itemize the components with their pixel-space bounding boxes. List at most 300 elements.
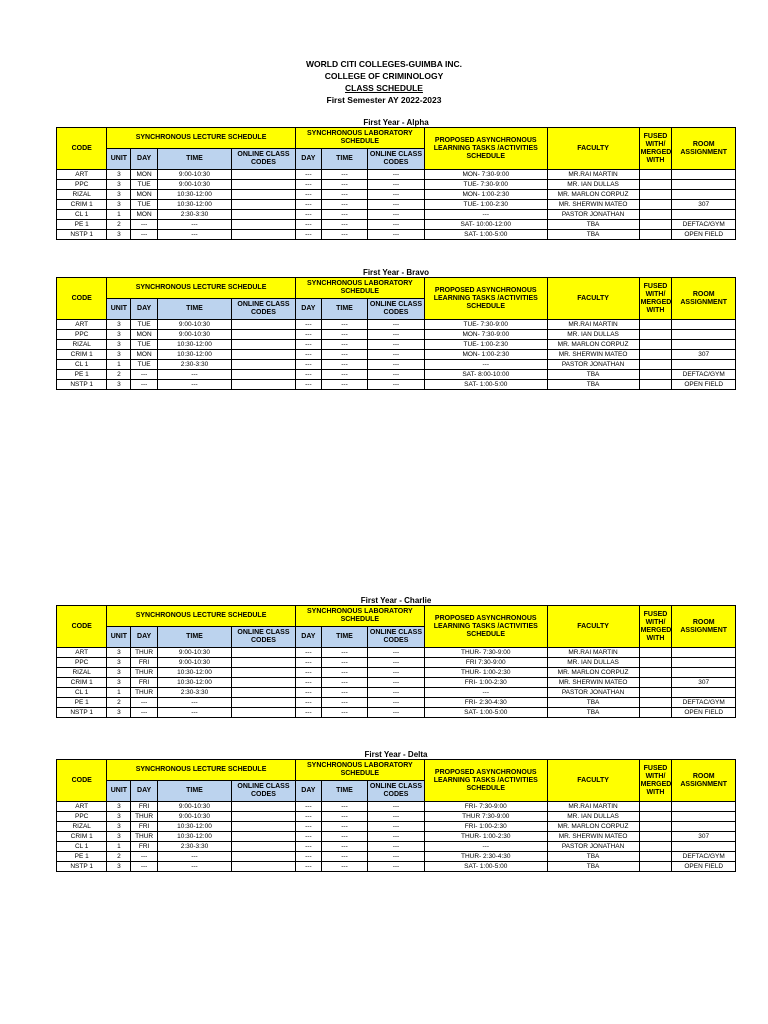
header-code: CODE (57, 278, 107, 320)
cell-room: DEFTAC/GYM (672, 220, 736, 230)
cell-lab-day: --- (295, 190, 321, 200)
cell-code: ART (57, 802, 107, 812)
cell-faculty: MR. IAN DULLAS (547, 180, 639, 190)
cell-lab-online: --- (367, 180, 424, 190)
cell-time: 9:00-10:30 (157, 802, 231, 812)
cell-room (672, 648, 736, 658)
cell-faculty: MR.RAI MARTIN (547, 170, 639, 180)
cell-code: PE 1 (57, 370, 107, 380)
cell-unit: 2 (107, 220, 131, 230)
cell-day: THUR (131, 668, 157, 678)
cell-async: MON- 1:00-2:30 (424, 350, 547, 360)
cell-lab-time: --- (322, 360, 368, 370)
cell-fused (639, 862, 672, 872)
cell-async: TUE- 7:30-9:00 (424, 180, 547, 190)
cell-lab-online: --- (367, 668, 424, 678)
cell-unit: 3 (107, 180, 131, 190)
table-row (57, 832, 736, 842)
cell-async: MON- 7:30-9:00 (424, 170, 547, 180)
cell-day: --- (131, 708, 157, 718)
cell-fused (639, 200, 672, 210)
header-async: PROPOSED ASYNCHRONOUS LEARNING TASKS /ACTIVITIES SCHEDULE (424, 760, 547, 802)
header-room: ROOM ASSIGNMENT (672, 278, 736, 320)
cell-unit: 1 (107, 842, 131, 852)
cell-lab-day: --- (295, 832, 321, 842)
schedule-section (56, 118, 736, 240)
table-row (57, 180, 736, 190)
cell-lab-time: --- (322, 802, 368, 812)
cell-async: MON- 1:00-2:30 (424, 190, 547, 200)
cell-day: MON (131, 170, 157, 180)
cell-room (672, 190, 736, 200)
header-sync-lab: SYNCHRONOUS LABORATORY SCHEDULE (295, 760, 424, 781)
cell-lab-day: --- (295, 220, 321, 230)
cell-time: 2:30-3:30 (157, 842, 231, 852)
cell-code: RIZAL (57, 340, 107, 350)
cell-online (232, 220, 296, 230)
section-title: First Year - Charlie (360, 596, 432, 605)
cell-faculty: MR. MARLON CORPUZ (547, 190, 639, 200)
cell-unit: 1 (107, 688, 131, 698)
schedule-table (56, 759, 736, 872)
cell-online (232, 360, 296, 370)
table-row (57, 330, 736, 340)
cell-lab-online: --- (367, 370, 424, 380)
header-lab-online-codes: ONLINE CLASS CODES (367, 781, 424, 802)
cell-faculty: MR. IAN DULLAS (547, 658, 639, 668)
header-online-codes: ONLINE CLASS CODES (232, 299, 296, 320)
school-name: WORLD CITI COLLEGES-GUIMBA INC. (306, 59, 462, 69)
cell-unit: 3 (107, 320, 131, 330)
table-row (57, 340, 736, 350)
cell-lab-day: --- (295, 678, 321, 688)
cell-fused (639, 852, 672, 862)
cell-faculty: PASTOR JONATHAN (547, 360, 639, 370)
cell-lab-time: --- (322, 698, 368, 708)
cell-time: --- (157, 230, 231, 240)
cell-day: --- (131, 370, 157, 380)
cell-unit: 3 (107, 862, 131, 872)
table-row (57, 370, 736, 380)
cell-lab-online: --- (367, 220, 424, 230)
cell-faculty: MR. SHERWIN MATEO (547, 350, 639, 360)
cell-unit: 3 (107, 822, 131, 832)
cell-room: 307 (672, 350, 736, 360)
cell-code: CRIM 1 (57, 678, 107, 688)
cell-time: 10:30-12:00 (157, 678, 231, 688)
cell-time: 10:30-12:00 (157, 190, 231, 200)
cell-unit: 3 (107, 678, 131, 688)
cell-lab-online: --- (367, 842, 424, 852)
table-row (57, 648, 736, 658)
cell-faculty: TBA (547, 698, 639, 708)
header-faculty: FACULTY (547, 278, 639, 320)
cell-lab-day: --- (295, 862, 321, 872)
cell-fused (639, 220, 672, 230)
cell-room (672, 340, 736, 350)
cell-code: ART (57, 170, 107, 180)
table-row (57, 698, 736, 708)
cell-room (672, 320, 736, 330)
cell-lab-online: --- (367, 708, 424, 718)
cell-lab-online: --- (367, 200, 424, 210)
cell-unit: 3 (107, 330, 131, 340)
cell-async: THUR- 1:00-2:30 (424, 668, 547, 678)
cell-code: NSTP 1 (57, 380, 107, 390)
cell-async: --- (424, 360, 547, 370)
cell-lab-online: --- (367, 340, 424, 350)
header-day: DAY (131, 149, 157, 170)
table-row (57, 220, 736, 230)
cell-faculty: TBA (547, 380, 639, 390)
cell-unit: 2 (107, 698, 131, 708)
cell-day: MON (131, 330, 157, 340)
cell-online (232, 350, 296, 360)
header-lab-time: TIME (322, 627, 368, 648)
cell-time: --- (157, 370, 231, 380)
header-room: ROOM ASSIGNMENT (672, 760, 736, 802)
cell-code: PPC (57, 180, 107, 190)
cell-unit: 3 (107, 380, 131, 390)
cell-time: 9:00-10:30 (157, 320, 231, 330)
cell-async: SAT- 1:00-5:00 (424, 380, 547, 390)
cell-online (232, 230, 296, 240)
cell-async: SAT- 1:00-5:00 (424, 708, 547, 718)
cell-lab-online: --- (367, 320, 424, 330)
cell-room (672, 210, 736, 220)
cell-lab-online: --- (367, 688, 424, 698)
header-day: DAY (131, 781, 157, 802)
cell-lab-time: --- (322, 340, 368, 350)
schedule-section (56, 268, 736, 390)
cell-fused (639, 180, 672, 190)
cell-lab-time: --- (322, 812, 368, 822)
table-row (57, 668, 736, 678)
cell-fused (639, 822, 672, 832)
cell-time: 9:00-10:30 (157, 180, 231, 190)
header-faculty: FACULTY (547, 128, 639, 170)
cell-online (232, 852, 296, 862)
cell-online (232, 658, 296, 668)
cell-time: 2:30-3:30 (157, 210, 231, 220)
section-title: First Year - Alpha (363, 118, 429, 127)
header-lab-time: TIME (322, 149, 368, 170)
schedule-table (56, 605, 736, 718)
header-sync-lab: SYNCHRONOUS LABORATORY SCHEDULE (295, 128, 424, 149)
header-room: ROOM ASSIGNMENT (672, 606, 736, 648)
cell-lab-online: --- (367, 698, 424, 708)
cell-fused (639, 360, 672, 370)
header-lab-day: DAY (295, 149, 321, 170)
cell-time: 2:30-3:30 (157, 360, 231, 370)
cell-lab-day: --- (295, 230, 321, 240)
cell-fused (639, 190, 672, 200)
cell-lab-day: --- (295, 210, 321, 220)
cell-day: MON (131, 350, 157, 360)
cell-online (232, 330, 296, 340)
cell-lab-time: --- (322, 170, 368, 180)
cell-day: FRI (131, 678, 157, 688)
cell-lab-day: --- (295, 708, 321, 718)
cell-unit: 3 (107, 832, 131, 842)
cell-lab-day: --- (295, 340, 321, 350)
cell-lab-day: --- (295, 170, 321, 180)
cell-day: MON (131, 190, 157, 200)
cell-faculty: MR. SHERWIN MATEO (547, 832, 639, 842)
cell-code: PPC (57, 812, 107, 822)
cell-faculty: MR. MARLON CORPUZ (547, 668, 639, 678)
cell-room (672, 330, 736, 340)
cell-lab-day: --- (295, 802, 321, 812)
cell-online (232, 380, 296, 390)
cell-online (232, 170, 296, 180)
cell-code: RIZAL (57, 668, 107, 678)
header-lab-day: DAY (295, 299, 321, 320)
header-async: PROPOSED ASYNCHRONOUS LEARNING TASKS /ACTIVITIES SCHEDULE (424, 278, 547, 320)
header-sync-lecture: SYNCHRONOUS LECTURE SCHEDULE (107, 760, 295, 781)
header-online-codes: ONLINE CLASS CODES (232, 627, 296, 648)
cell-async: TUE- 1:00-2:30 (424, 200, 547, 210)
cell-time: 10:30-12:00 (157, 832, 231, 842)
cell-code: NSTP 1 (57, 862, 107, 872)
cell-lab-day: --- (295, 330, 321, 340)
cell-lab-time: --- (322, 200, 368, 210)
header-unit: UNIT (107, 149, 131, 170)
cell-online (232, 370, 296, 380)
header-lab-online-codes: ONLINE CLASS CODES (367, 299, 424, 320)
cell-lab-time: --- (322, 668, 368, 678)
cell-faculty: MR. SHERWIN MATEO (547, 678, 639, 688)
header-lab-online-codes: ONLINE CLASS CODES (367, 149, 424, 170)
cell-fused (639, 842, 672, 852)
cell-lab-day: --- (295, 360, 321, 370)
cell-room: 307 (672, 832, 736, 842)
cell-code: NSTP 1 (57, 708, 107, 718)
cell-async: TUE- 1:00-2:30 (424, 340, 547, 350)
cell-code: PE 1 (57, 852, 107, 862)
cell-online (232, 340, 296, 350)
schedule-section (56, 750, 736, 872)
cell-lab-time: --- (322, 220, 368, 230)
cell-online (232, 200, 296, 210)
cell-async: FRI- 1:00-2:30 (424, 822, 547, 832)
section-title: First Year - Bravo (362, 268, 430, 277)
cell-fused (639, 350, 672, 360)
cell-faculty: TBA (547, 862, 639, 872)
table-row (57, 852, 736, 862)
cell-room (672, 802, 736, 812)
cell-lab-day: --- (295, 648, 321, 658)
cell-faculty: MR. MARLON CORPUZ (547, 340, 639, 350)
cell-async: THUR- 7:30-9:00 (424, 648, 547, 658)
cell-async: THUR 7:30-9:00 (424, 812, 547, 822)
cell-faculty: MR. IAN DULLAS (547, 812, 639, 822)
cell-unit: 3 (107, 708, 131, 718)
cell-lab-day: --- (295, 658, 321, 668)
cell-day: TUE (131, 360, 157, 370)
header-faculty: FACULTY (547, 606, 639, 648)
cell-time: 10:30-12:00 (157, 350, 231, 360)
cell-room: DEFTAC/GYM (672, 370, 736, 380)
cell-code: CL 1 (57, 360, 107, 370)
cell-code: CL 1 (57, 842, 107, 852)
header-code: CODE (57, 606, 107, 648)
cell-async: THUR- 1:00-2:30 (424, 832, 547, 842)
header-sync-lab: SYNCHRONOUS LABORATORY SCHEDULE (295, 606, 424, 627)
cell-async: --- (424, 688, 547, 698)
cell-code: CRIM 1 (57, 200, 107, 210)
cell-day: TUE (131, 200, 157, 210)
cell-room: OPEN FIELD (672, 862, 736, 872)
table-row (57, 688, 736, 698)
cell-day: --- (131, 698, 157, 708)
cell-fused (639, 812, 672, 822)
cell-time: 10:30-12:00 (157, 200, 231, 210)
cell-lab-online: --- (367, 812, 424, 822)
cell-faculty: PASTOR JONATHAN (547, 842, 639, 852)
cell-lab-day: --- (295, 852, 321, 862)
cell-online (232, 668, 296, 678)
header-unit: UNIT (107, 781, 131, 802)
table-row (57, 170, 736, 180)
cell-lab-day: --- (295, 320, 321, 330)
cell-time: 10:30-12:00 (157, 822, 231, 832)
cell-room: OPEN FIELD (672, 230, 736, 240)
cell-code: CRIM 1 (57, 832, 107, 842)
cell-faculty: TBA (547, 852, 639, 862)
cell-lab-day: --- (295, 688, 321, 698)
cell-lab-day: --- (295, 822, 321, 832)
cell-fused (639, 668, 672, 678)
cell-lab-time: --- (322, 370, 368, 380)
cell-faculty: TBA (547, 220, 639, 230)
cell-lab-online: --- (367, 658, 424, 668)
header-unit: UNIT (107, 627, 131, 648)
cell-day: THUR (131, 688, 157, 698)
cell-fused (639, 708, 672, 718)
cell-fused (639, 170, 672, 180)
cell-fused (639, 688, 672, 698)
cell-code: CL 1 (57, 688, 107, 698)
cell-lab-online: --- (367, 862, 424, 872)
table-row (57, 210, 736, 220)
cell-lab-time: --- (322, 862, 368, 872)
header-lab-time: TIME (322, 781, 368, 802)
cell-lab-day: --- (295, 668, 321, 678)
cell-fused (639, 230, 672, 240)
cell-lab-time: --- (322, 852, 368, 862)
cell-online (232, 842, 296, 852)
cell-day: --- (131, 862, 157, 872)
cell-fused (639, 380, 672, 390)
cell-code: ART (57, 320, 107, 330)
header-online-codes: ONLINE CLASS CODES (232, 781, 296, 802)
header-time: TIME (157, 781, 231, 802)
header-fused: FUSED WITH/ MERGED WITH (639, 278, 672, 320)
cell-room (672, 658, 736, 668)
table-row (57, 708, 736, 718)
cell-async: FRI 7:30-9:00 (424, 658, 547, 668)
cell-lab-online: --- (367, 380, 424, 390)
cell-room (672, 842, 736, 852)
cell-unit: 3 (107, 648, 131, 658)
cell-async: SAT- 8:00-10:00 (424, 370, 547, 380)
cell-code: NSTP 1 (57, 230, 107, 240)
cell-day: FRI (131, 802, 157, 812)
header-lab-online-codes: ONLINE CLASS CODES (367, 627, 424, 648)
cell-code: ART (57, 648, 107, 658)
header-online-codes: ONLINE CLASS CODES (232, 149, 296, 170)
cell-time: 10:30-12:00 (157, 340, 231, 350)
cell-unit: 3 (107, 200, 131, 210)
cell-faculty: MR. IAN DULLAS (547, 330, 639, 340)
cell-lab-online: --- (367, 330, 424, 340)
cell-faculty: MR.RAI MARTIN (547, 320, 639, 330)
cell-time: --- (157, 852, 231, 862)
cell-async: FRI- 7:30-9:00 (424, 802, 547, 812)
header-sync-lecture: SYNCHRONOUS LECTURE SCHEDULE (107, 128, 295, 149)
cell-async: FRI- 2:30-4:30 (424, 698, 547, 708)
header-fused: FUSED WITH/ MERGED WITH (639, 128, 672, 170)
cell-room (672, 822, 736, 832)
cell-room: OPEN FIELD (672, 380, 736, 390)
cell-room (672, 170, 736, 180)
section-title: First Year - Delta (364, 750, 428, 759)
cell-faculty: TBA (547, 708, 639, 718)
cell-room: DEFTAC/GYM (672, 852, 736, 862)
cell-lab-day: --- (295, 812, 321, 822)
cell-lab-time: --- (322, 688, 368, 698)
cell-fused (639, 340, 672, 350)
cell-online (232, 862, 296, 872)
cell-online (232, 688, 296, 698)
table-row (57, 862, 736, 872)
cell-fused (639, 210, 672, 220)
cell-online (232, 210, 296, 220)
cell-fused (639, 832, 672, 842)
cell-lab-time: --- (322, 180, 368, 190)
cell-lab-online: --- (367, 350, 424, 360)
cell-lab-day: --- (295, 180, 321, 190)
semester-label: First Semester AY 2022-2023 (326, 95, 442, 105)
cell-fused (639, 658, 672, 668)
cell-faculty: MR.RAI MARTIN (547, 648, 639, 658)
cell-lab-online: --- (367, 170, 424, 180)
schedule-section (56, 596, 736, 718)
cell-lab-time: --- (322, 708, 368, 718)
cell-room: DEFTAC/GYM (672, 698, 736, 708)
header-day: DAY (131, 627, 157, 648)
header-faculty: FACULTY (547, 760, 639, 802)
header-async: PROPOSED ASYNCHRONOUS LEARNING TASKS /ACTIVITIES SCHEDULE (424, 606, 547, 648)
cell-online (232, 320, 296, 330)
cell-lab-time: --- (322, 230, 368, 240)
table-row (57, 658, 736, 668)
header-lab-day: DAY (295, 627, 321, 648)
document-title: CLASS SCHEDULE (345, 83, 423, 93)
cell-time: 2:30-3:30 (157, 688, 231, 698)
schedule-table (56, 127, 736, 240)
cell-lab-time: --- (322, 330, 368, 340)
cell-lab-online: --- (367, 832, 424, 842)
table-row (57, 380, 736, 390)
cell-fused (639, 370, 672, 380)
cell-unit: 1 (107, 210, 131, 220)
cell-time: 9:00-10:30 (157, 658, 231, 668)
cell-lab-online: --- (367, 648, 424, 658)
table-row (57, 190, 736, 200)
cell-day: MON (131, 210, 157, 220)
